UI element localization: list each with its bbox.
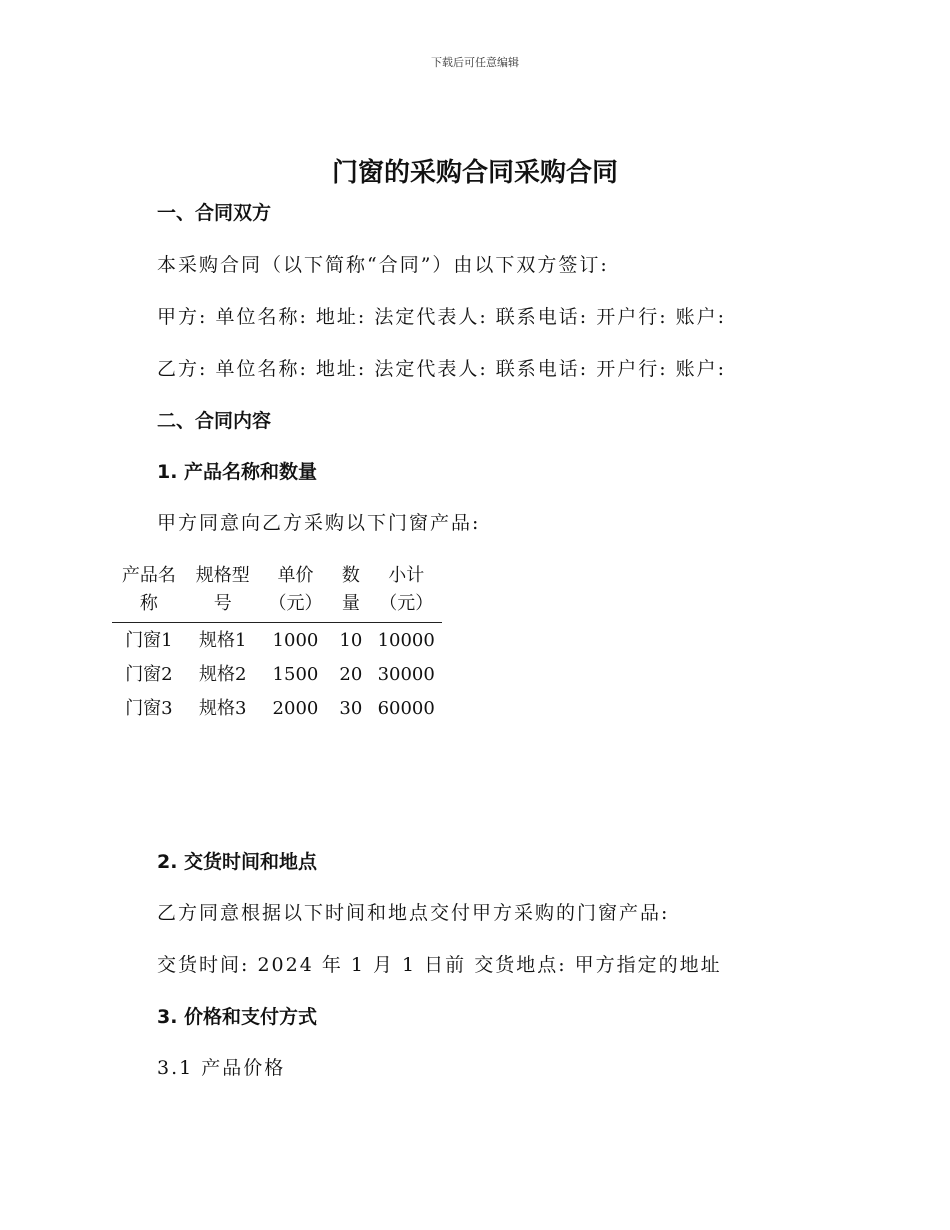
subsection-1-heading: 1. 产品名称和数量	[157, 461, 318, 483]
table-row	[112, 623, 442, 658]
cell-product-name: 门窗1	[125, 630, 173, 651]
cell-spec: 规格1	[199, 630, 247, 651]
table-row	[112, 657, 442, 691]
subsection-2-heading: 2. 交货时间和地点	[157, 851, 318, 873]
section-1-intro: 本采购合同（以下简称“合同”）由以下双方签订:	[157, 254, 609, 276]
cell-spec: 规格2	[199, 664, 247, 685]
cell-quantity: 20	[339, 664, 363, 685]
table-row	[112, 691, 442, 725]
section-1-heading: 一、合同双方	[157, 202, 272, 224]
col-header-product-name: 产品名称	[112, 562, 186, 623]
section-2-heading: 二、合同内容	[157, 410, 272, 432]
cell-quantity: 10	[339, 630, 363, 651]
col-header-unit-price: 单价（元）	[260, 562, 332, 623]
party-a-line: 甲方: 单位名称: 地址: 法定代表人: 联系电话: 开户行: 账户:	[157, 306, 727, 328]
subsection-1-intro: 甲方同意向乙方采购以下门窗产品:	[157, 512, 481, 534]
cell-product-name: 门窗2	[125, 664, 173, 685]
cell-subtotal: 60000	[377, 698, 435, 719]
cell-spec: 规格3	[199, 698, 247, 719]
cell-quantity: 30	[339, 698, 363, 719]
cell-unit-price: 2000	[272, 698, 319, 719]
cell-subtotal: 10000	[377, 630, 435, 651]
subsection-3-heading: 3. 价格和支付方式	[157, 1006, 318, 1028]
cell-unit-price: 1500	[272, 664, 319, 685]
page-header: 下载后可任意编辑	[431, 56, 519, 69]
subsection-2-intro: 乙方同意根据以下时间和地点交付甲方采购的门窗产品:	[157, 902, 670, 924]
cell-subtotal: 30000	[377, 664, 435, 685]
cell-unit-price: 1000	[272, 630, 319, 651]
table-header-row	[112, 562, 442, 623]
party-b-line: 乙方: 单位名称: 地址: 法定代表人: 联系电话: 开户行: 账户:	[157, 358, 727, 380]
col-header-quantity: 数量	[331, 562, 370, 623]
cell-product-name: 门窗3	[125, 698, 173, 719]
document-title: 门窗的采购合同采购合同	[331, 158, 618, 188]
product-table	[112, 562, 442, 725]
clause-3-1: 3.1 产品价格	[157, 1057, 286, 1079]
delivery-details: 交货时间: 2024 年 1 月 1 日前 交货地点: 甲方指定的地址	[157, 954, 722, 976]
col-header-subtotal: 小计（元）	[370, 562, 442, 623]
col-header-spec: 规格型号	[186, 562, 260, 623]
